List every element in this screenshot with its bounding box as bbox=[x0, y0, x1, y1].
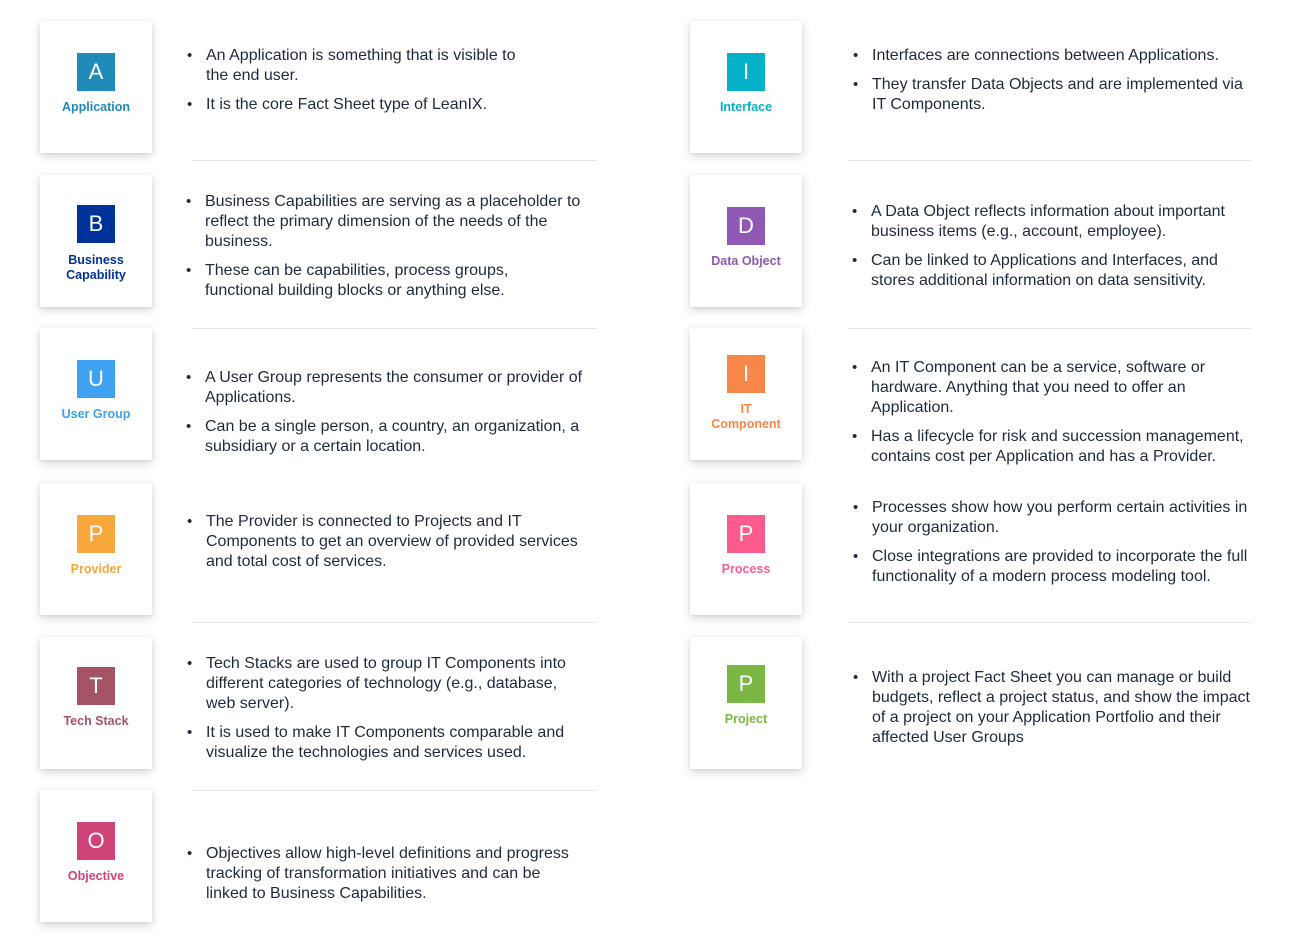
user-group-icon: U bbox=[77, 360, 115, 398]
bullet-item: • Processes show how you perform certain activities in your organization. bbox=[852, 498, 1262, 538]
bullet-item: • Close integrations are provided to incorporate the full functionality of a modern process modeling tool. bbox=[852, 547, 1257, 587]
fact-sheet-card-interface bbox=[690, 21, 802, 153]
business-capability-icon: B bbox=[77, 205, 115, 243]
fact-sheet-card-data-object bbox=[690, 175, 802, 307]
process-icon: P bbox=[727, 515, 765, 553]
bullet-item: • These can be capabilities, process groups, functional building blocks or anything else. bbox=[185, 261, 545, 301]
bullet-item: • Can be linked to Applications and Interfaces, and stores additional information on data sensitivity. bbox=[851, 251, 1261, 291]
fact-sheet-card-application bbox=[40, 21, 152, 153]
bullet-item: • An Application is something that is visible to the end user. bbox=[186, 46, 536, 86]
row-divider bbox=[848, 160, 1251, 161]
fact-sheet-card-project bbox=[690, 637, 802, 769]
fact-sheet-card-tech-stack bbox=[40, 637, 152, 769]
fact-sheet-card-objective bbox=[40, 790, 152, 922]
card-label: IT Component bbox=[711, 402, 781, 431]
card-label: Objective bbox=[67, 869, 125, 883]
tech-stack-icon: T bbox=[77, 667, 115, 705]
bullet-item: • They transfer Data Objects and are implemented via IT Components. bbox=[852, 75, 1252, 115]
row-divider bbox=[192, 790, 596, 791]
bullet-item: • Business Capabilities are serving as a placeholder to reflect the primary dimension of the needs of the business. bbox=[185, 192, 585, 252]
bullet-item: • Can be a single person, a country, an organization, a subsidiary or a certain location. bbox=[185, 417, 585, 457]
row-divider bbox=[192, 622, 596, 623]
bullet-item: • Interfaces are connections between Applications. bbox=[852, 46, 1252, 66]
description-project bbox=[852, 668, 1252, 757]
description-it-component bbox=[851, 358, 1266, 476]
row-divider bbox=[192, 160, 596, 161]
provider-icon: P bbox=[77, 515, 115, 553]
description-data-object bbox=[851, 202, 1251, 300]
interface-icon: I bbox=[727, 53, 765, 91]
bullet-item: • Tech Stacks are used to group IT Components into different categories of technology (e.g., database, web server). bbox=[186, 654, 586, 714]
bullet-item: • The Provider is connected to Projects and IT Components to get an overview of provided services and total cost of services. bbox=[186, 512, 591, 572]
description-tech-stack bbox=[186, 654, 586, 772]
bullet-item: • Has a lifecycle for risk and succession management, contains cost per Application and has a Provider. bbox=[851, 427, 1266, 467]
fact-sheet-card-it-component bbox=[690, 328, 802, 460]
description-interface bbox=[852, 46, 1252, 124]
description-process bbox=[852, 498, 1257, 596]
card-label: Application bbox=[61, 100, 131, 114]
card-label: User Group bbox=[61, 407, 131, 421]
description-business-capability bbox=[185, 192, 585, 310]
bullet-item: • It is used to make IT Components comparable and visualize the technologies and services used. bbox=[186, 723, 586, 763]
it-component-icon: I bbox=[727, 355, 765, 393]
fact-sheet-card-business-capability bbox=[40, 175, 152, 307]
row-divider bbox=[848, 328, 1251, 329]
description-application bbox=[186, 46, 586, 124]
objective-icon: O bbox=[77, 822, 115, 860]
bullet-item: • An IT Component can be a service, software or hardware. Anything that you need to offer an Application. bbox=[851, 358, 1241, 418]
bullet-item: • A Data Object reflects information about important business items (e.g., account, employee). bbox=[851, 202, 1261, 242]
fact-sheet-card-provider bbox=[40, 483, 152, 615]
bullet-item: • It is the core Fact Sheet type of LeanIX. bbox=[186, 95, 586, 115]
bullet-item: • With a project Fact Sheet you can manage or build budgets, reflect a project status, and show the impact of a project on your Application Portfolio and their affected User Groups bbox=[852, 668, 1252, 748]
card-label: Process bbox=[721, 562, 771, 576]
project-icon: P bbox=[727, 665, 765, 703]
card-label: Data Object bbox=[711, 254, 781, 268]
row-divider bbox=[192, 328, 596, 329]
card-label: Interface bbox=[719, 100, 773, 114]
data-object-icon: D bbox=[727, 207, 765, 245]
bullet-item: • Objectives allow high-level definitions and progress tracking of transformation initiatives and can be linked to Business Capabilities. bbox=[186, 844, 586, 904]
row-divider bbox=[848, 622, 1251, 623]
description-user-group bbox=[185, 368, 585, 466]
card-label: Business Capability bbox=[66, 253, 126, 282]
card-label: Provider bbox=[70, 562, 122, 576]
card-label: Tech Stack bbox=[63, 714, 129, 728]
fact-sheet-card-user-group bbox=[40, 328, 152, 460]
fact-sheet-card-process bbox=[690, 483, 802, 615]
description-objective bbox=[186, 844, 586, 913]
bullet-item: • A User Group represents the consumer or provider of Applications. bbox=[185, 368, 585, 408]
application-icon: A bbox=[77, 53, 115, 91]
description-provider bbox=[186, 512, 591, 581]
card-label: Project bbox=[724, 712, 768, 726]
